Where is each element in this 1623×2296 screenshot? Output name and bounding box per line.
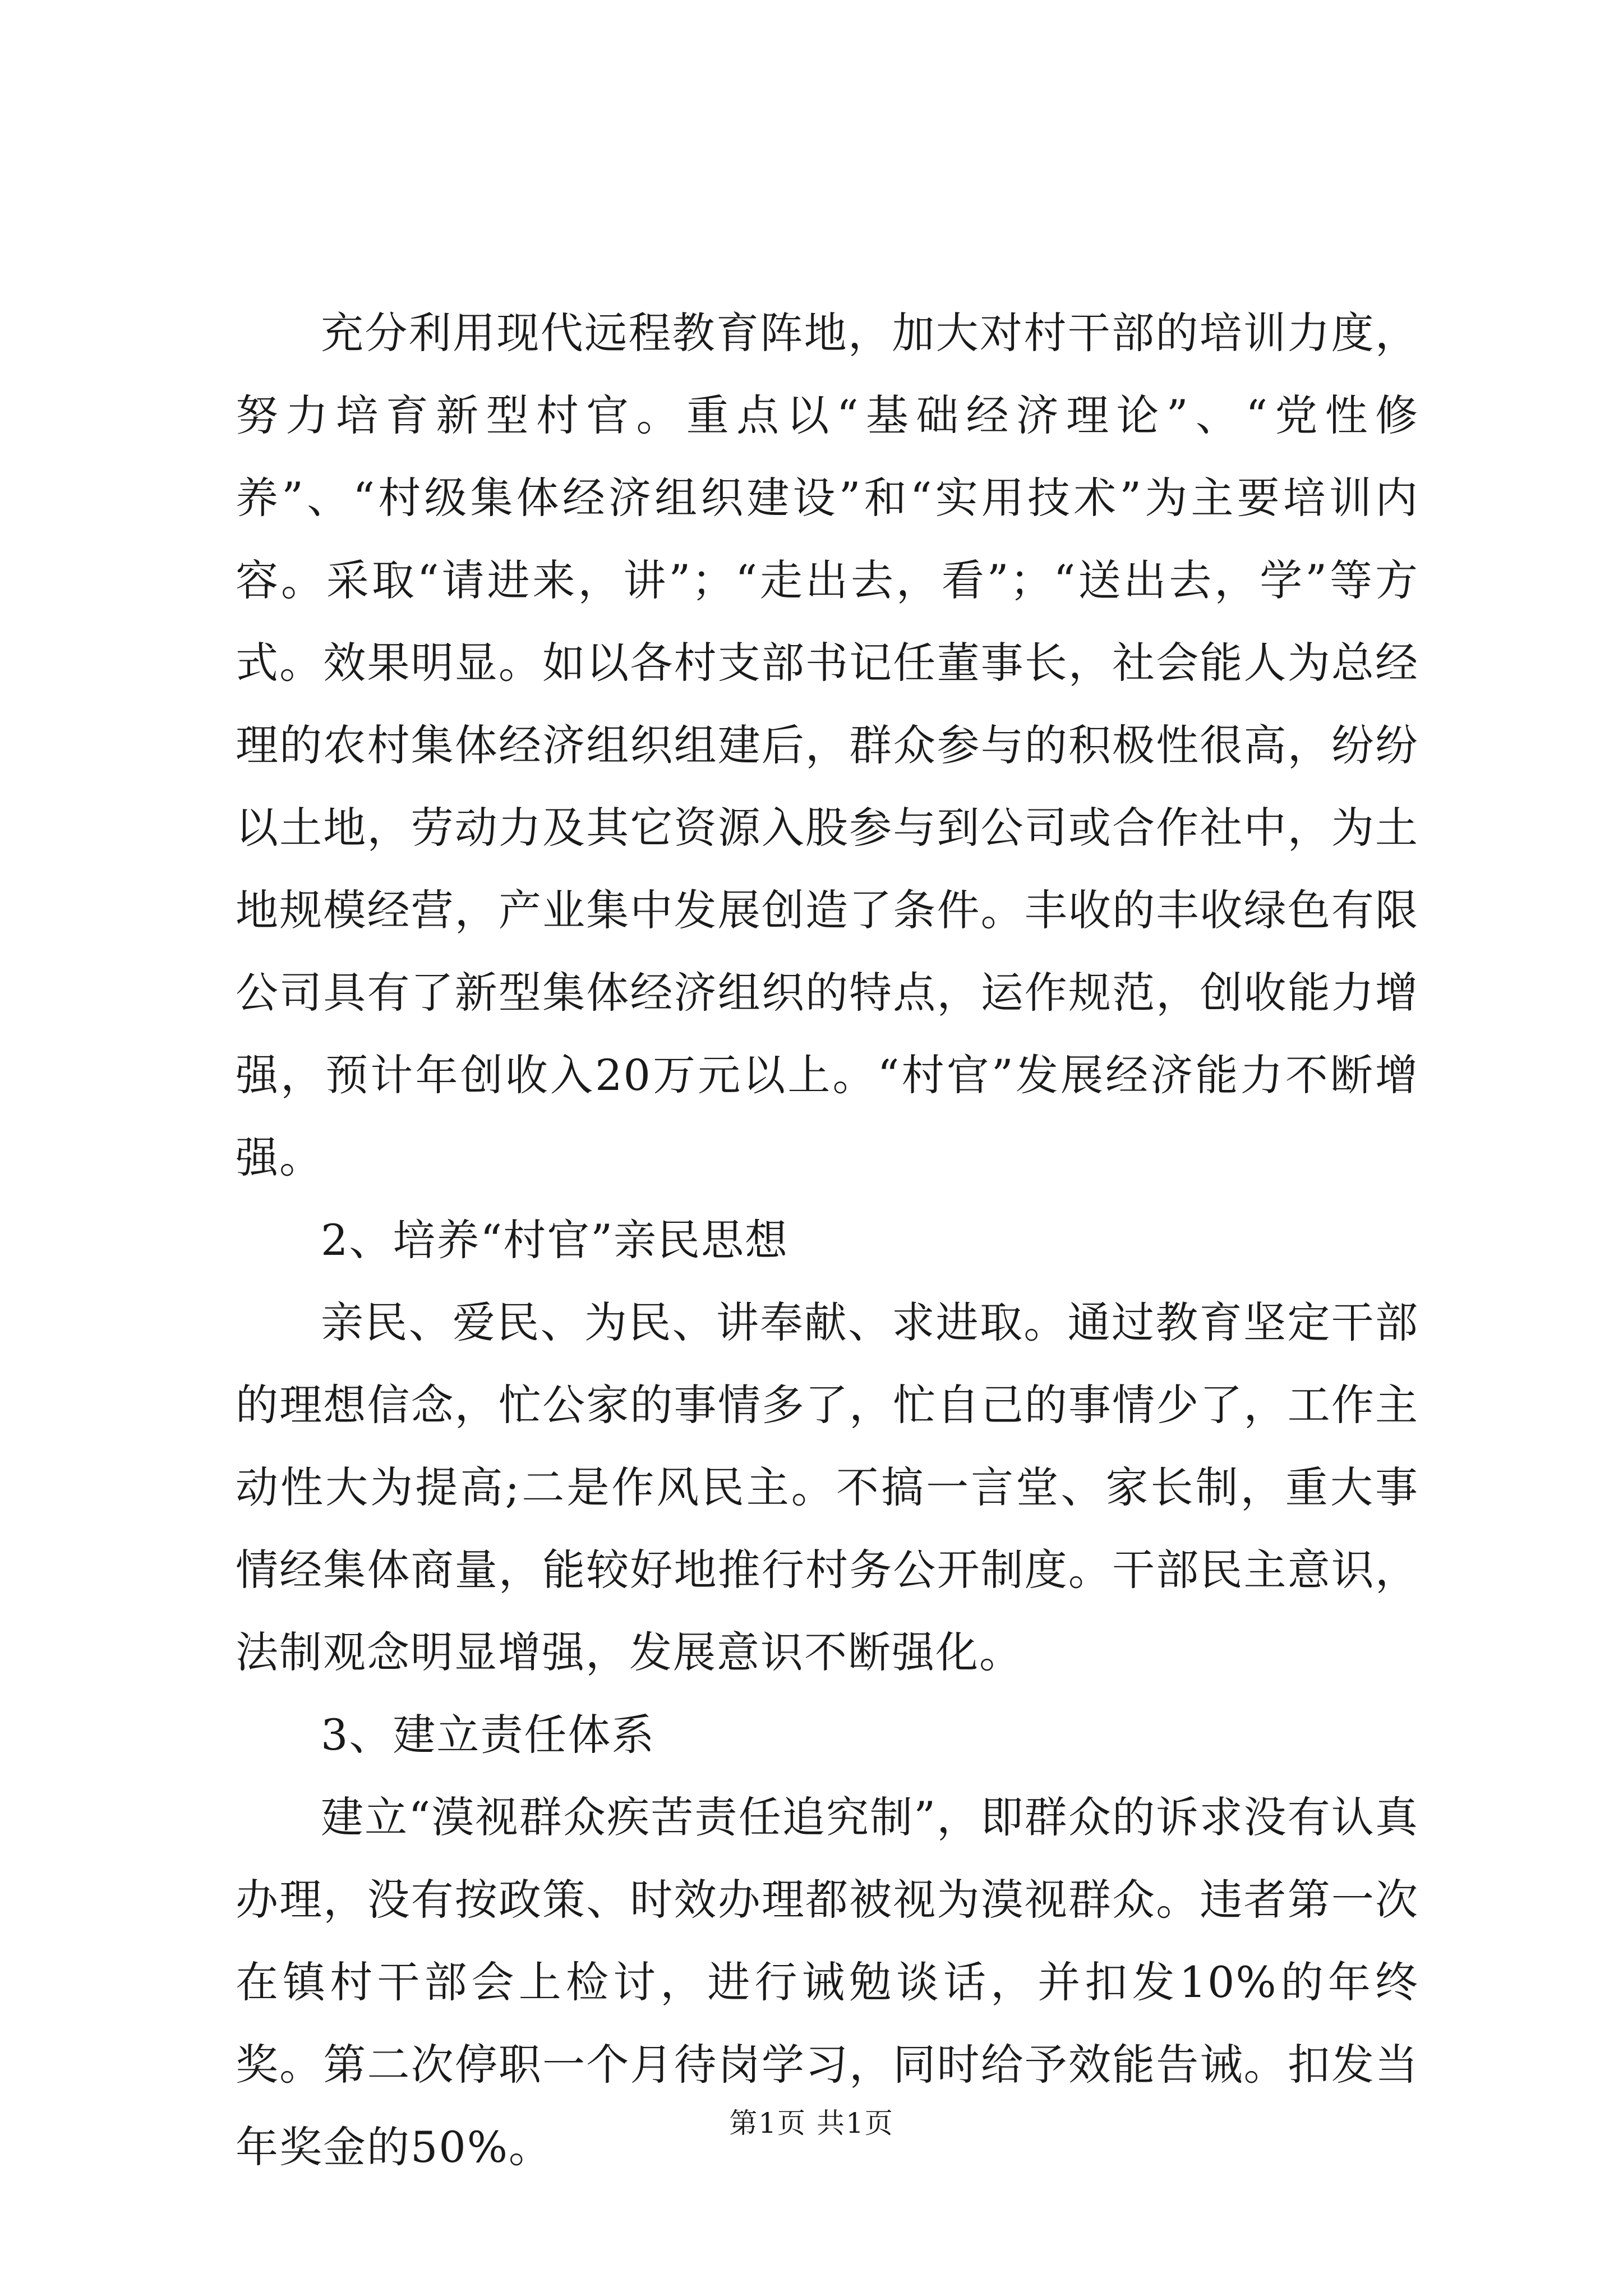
section-heading-3: 3、建立责任体系 <box>321 1710 656 1760</box>
section-heading-2: 2、培养“村官”亲民思想 <box>321 1215 789 1265</box>
paragraph-responsibility: 建立“漠视群众疾苦责任追究制”，即群众的诉求没有认真办理，没有按政策、时效办理都被视为漠视群众。违者第一次在镇村干部会上检讨，进行诫勉谈话，并扣发10%的年终奖。第二次停职一个月待岗学习，同时给予效能告诫。扣发当年奖金的50%。 <box>236 1792 1419 2172</box>
paragraph-training: 充分利用现代远程教育阵地，加大对村干部的培训力度，努力培育新型村官。重点以“基础经济理论”、“党性修养”、“村级集体经济组织建设”和“实用技术”为主要培训内容。采取“请进来，讲”；“走出去，看”；“送出去，学”等方式。效果明显。如以各村支部书记任董事长，社会能人为总经理的农村集体经济组织组建后，群众参与的积极性很高，纷纷以土地，劳动力及其它资源入股参与到公司或合作社中，为土地规模经营，产业集中发展创造了条件。丰收的丰收绿色有限公司具有了新型集体经济组织的特点，运作规范，创收能力增强，预计年创收入20万元以上。“村官”发展经济能力不断增强。 <box>236 308 1419 1182</box>
document-body <box>236 292 1419 2188</box>
page-footer: 第1页 共1页 <box>729 2107 894 2139</box>
paragraph-close-to-people: 亲民、爱民、为民、讲奉献、求进取。通过教育坚定干部的理想信念，忙公家的事情多了，忙自己的事情少了，工作主动性大为提高;二是作风民主。不搞一言堂、家长制，重大事情经集体商量，能较好地推行村务公开制度。干部民主意识，法制观念明显增强，发展意识不断强化。 <box>236 1297 1419 1677</box>
